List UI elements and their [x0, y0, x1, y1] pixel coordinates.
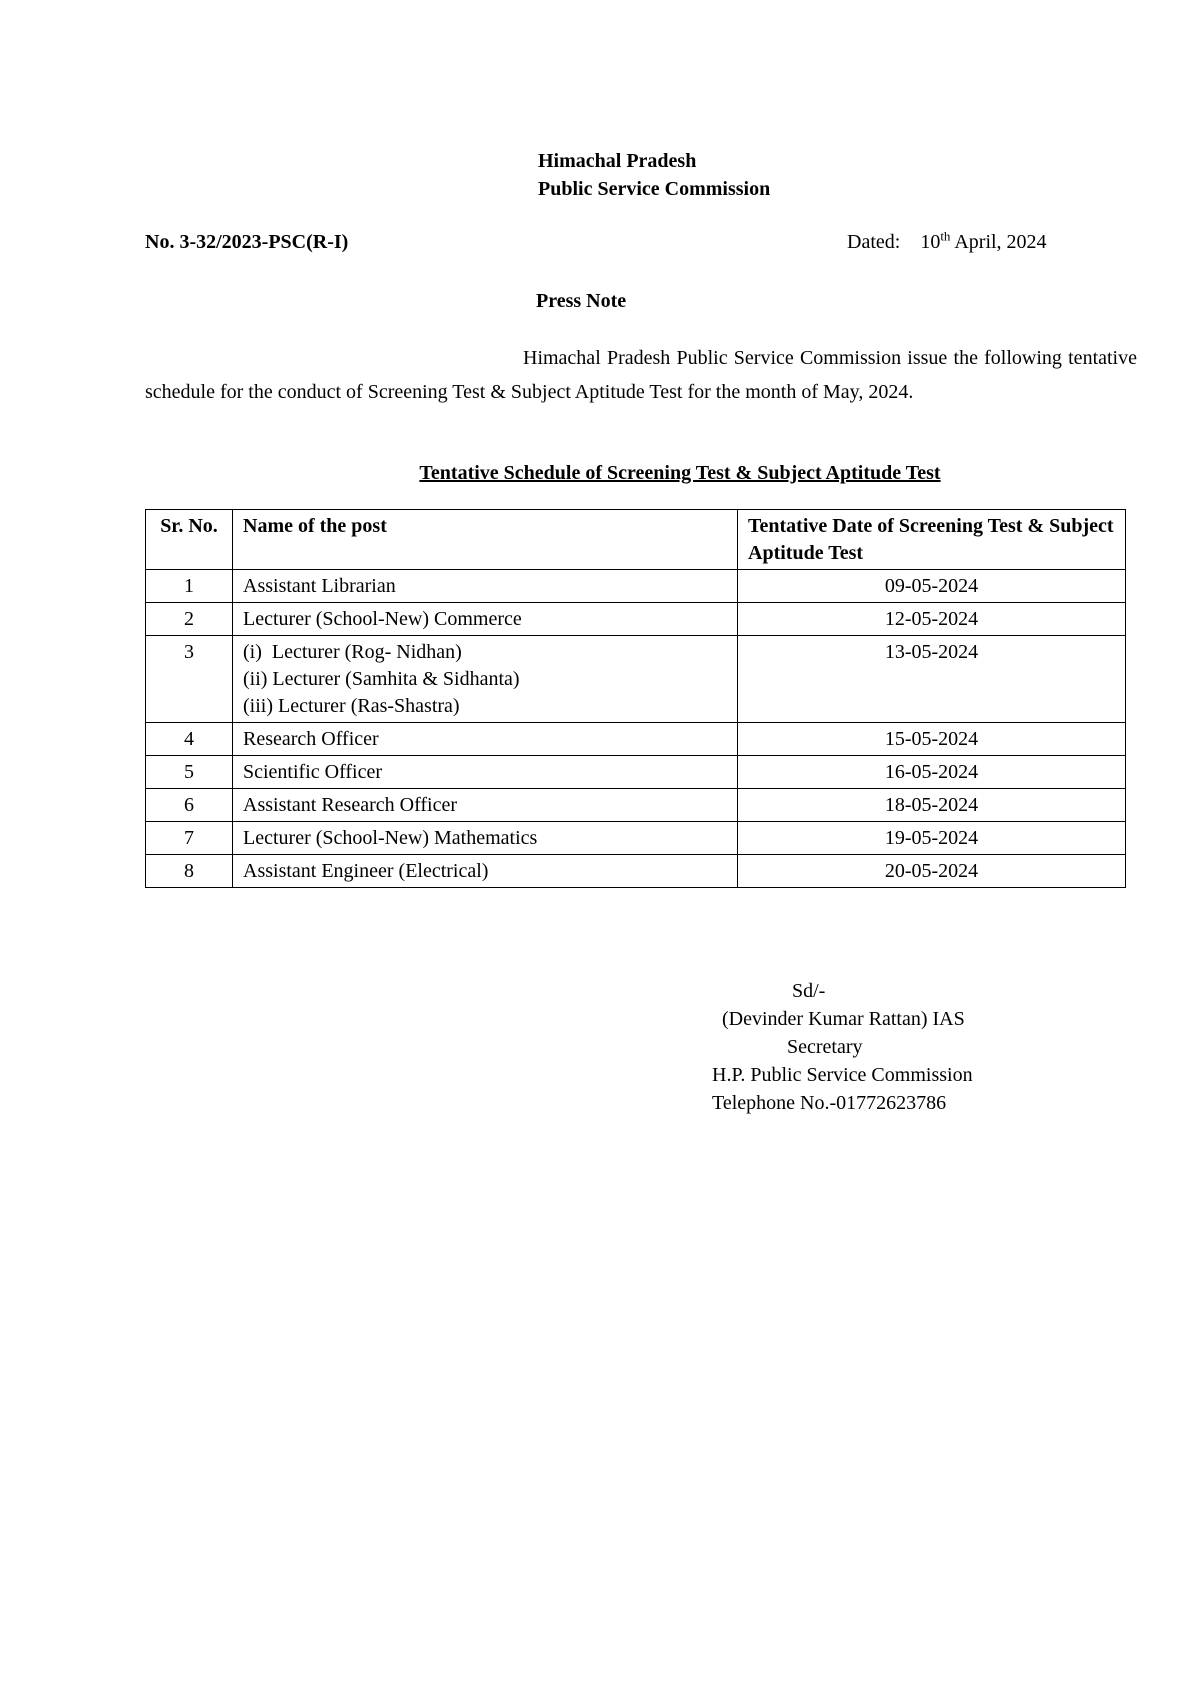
header-post-name: Name of the post: [233, 510, 738, 570]
row-post-name: [233, 756, 738, 789]
row-sr-no: 2: [146, 603, 233, 636]
table-row: [146, 636, 1126, 723]
post-line: (ii) Lecturer (Samhita & Sidhanta): [243, 668, 520, 690]
post-line: Assistant Research Officer: [243, 794, 458, 816]
row-post-name: [233, 789, 738, 822]
post-line: (iii) Lecturer (Ras-Shastra): [243, 695, 460, 717]
post-line: Lecturer (School-New) Commerce: [243, 608, 522, 630]
post-line: Assistant Librarian: [243, 575, 396, 597]
row-post-name: [233, 570, 738, 603]
signature-sd: Sd/-: [792, 980, 826, 1002]
row-post-name: [233, 603, 738, 636]
press-note-paragraph: Himachal Pradesh Public Service Commission issue the following tentative schedule for the conduct of Screening Test & Subject Aptitude Test for the month of May, 2024.: [145, 347, 1137, 403]
header-line-2: Public Service Commission: [538, 178, 771, 200]
signatory-telephone: Telephone No.-01772623786: [712, 1092, 947, 1114]
post-line: Scientific Officer: [243, 761, 383, 783]
row-test-date: 15-05-2024: [738, 723, 1126, 756]
row-post-name: [233, 723, 738, 756]
row-test-date: 18-05-2024: [738, 789, 1126, 822]
table-header-row: [146, 510, 1126, 570]
schedule-table-body: [146, 570, 1126, 888]
table-row: [146, 855, 1126, 888]
press-note-title: Press Note: [536, 290, 627, 312]
table-row: [146, 570, 1126, 603]
row-sr-no: 5: [146, 756, 233, 789]
post-line: Assistant Engineer (Electrical): [243, 860, 489, 882]
table-row: [146, 603, 1126, 636]
row-test-date: 12-05-2024: [738, 603, 1126, 636]
signature-block: [712, 977, 973, 1117]
document-date: [847, 229, 1047, 255]
reference-number: No. 3-32/2023-PSC(R-I): [145, 231, 349, 253]
post-line: Lecturer (School-New) Mathematics: [243, 827, 538, 849]
document-header: [538, 147, 770, 203]
row-post-name: [233, 822, 738, 855]
post-line: Research Officer: [243, 728, 379, 750]
row-sr-no: 4: [146, 723, 233, 756]
table-row: [146, 822, 1126, 855]
signatory-name: (Devinder Kumar Rattan) IAS: [722, 1008, 965, 1030]
post-line: (i) Lecturer (Rog- Nidhan): [243, 641, 462, 663]
row-sr-no: 1: [146, 570, 233, 603]
header-sr-no: Sr. No.: [146, 510, 233, 570]
date-day-suffix: th: [940, 228, 951, 244]
date-month-year: April, 2024: [954, 231, 1047, 253]
header-test-date: Tentative Date of Screening Test & Subject Aptitude Test: [738, 510, 1126, 570]
schedule-table-title: Tentative Schedule of Screening Test & Subject Aptitude Test: [419, 462, 941, 484]
row-test-date: 20-05-2024: [738, 855, 1126, 888]
row-sr-no: 7: [146, 822, 233, 855]
table-row: [146, 723, 1126, 756]
date-day: 10: [920, 231, 941, 253]
schedule-table: [145, 509, 1126, 888]
header-line-1: Himachal Pradesh: [538, 150, 697, 172]
row-test-date: 16-05-2024: [738, 756, 1126, 789]
row-test-date: 19-05-2024: [738, 822, 1126, 855]
signatory-office: H.P. Public Service Commission: [712, 1064, 973, 1086]
dated-label: Dated:: [847, 231, 901, 253]
row-post-name: [233, 636, 738, 723]
row-post-name: [233, 855, 738, 888]
row-test-date: 09-05-2024: [738, 570, 1126, 603]
row-sr-no: 3: [146, 636, 233, 723]
row-sr-no: 6: [146, 789, 233, 822]
table-row: [146, 789, 1126, 822]
row-test-date: 13-05-2024: [738, 636, 1126, 723]
table-row: [146, 756, 1126, 789]
signatory-designation: Secretary: [787, 1036, 863, 1058]
row-sr-no: 8: [146, 855, 233, 888]
